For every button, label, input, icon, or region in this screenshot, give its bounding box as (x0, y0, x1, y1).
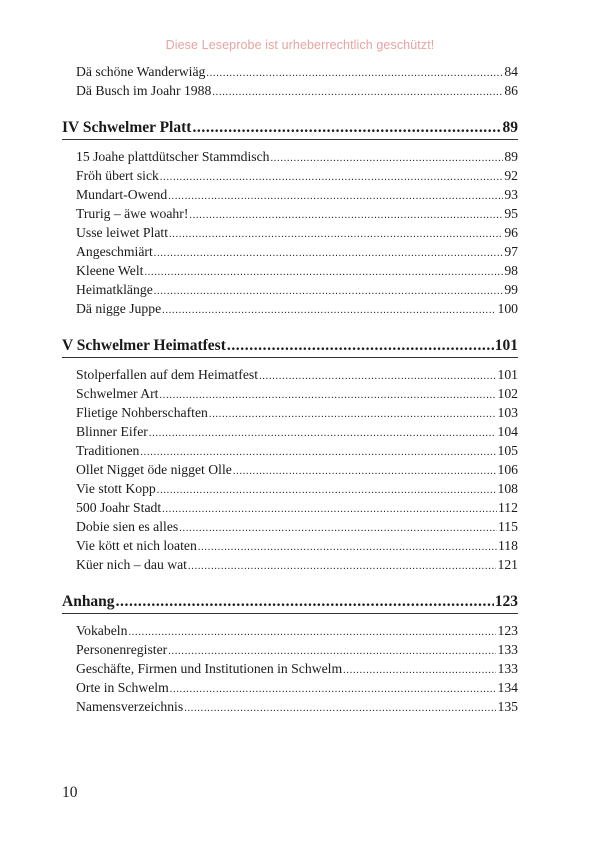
toc-entry-title: Dä Busch im Joahr 1988 (76, 83, 212, 98)
toc-entry (76, 280, 518, 299)
toc-entry-title: Kleene Welt (76, 263, 144, 278)
toc-entry (76, 621, 518, 640)
copyright-watermark: Diese Leseprobe ist urheberrechtlich geschützt! (165, 38, 435, 52)
dot-leader (169, 225, 503, 244)
toc-entry-page: 101 (497, 367, 518, 382)
toc-entry-page: 104 (497, 424, 518, 439)
dot-leader (154, 244, 504, 263)
toc-entry (76, 422, 518, 441)
toc-entry-page: 84 (504, 64, 518, 79)
toc-entry-page: 115 (497, 519, 518, 534)
dot-leader (154, 282, 504, 301)
toc-entry-title: Flietige Nohberschaften (76, 405, 208, 420)
toc-entry-page: 112 (497, 500, 518, 515)
toc-entry-title: Dä nigge Juppe (76, 301, 162, 316)
toc-entry-title: Schwelmer Art (76, 386, 159, 401)
dot-leader (162, 500, 497, 519)
toc-entry (76, 536, 518, 555)
toc-entry-title: Vie kött et nich loaten (76, 538, 197, 553)
toc-entry-page: 102 (497, 386, 518, 401)
toc-entry (76, 697, 518, 716)
page-number: 10 (62, 784, 78, 801)
dot-leader (144, 263, 503, 282)
dot-leader (233, 462, 497, 481)
toc-entry-title: Geschäfte, Firmen und Institutionen in Schwelm (76, 661, 343, 676)
dot-leader (206, 64, 503, 83)
toc-entry-title: Namensverzeichnis (76, 699, 184, 714)
toc-entry-page: 97 (504, 244, 518, 259)
toc-entry-page: 93 (504, 187, 518, 202)
toc-section-heading (62, 591, 518, 614)
dot-leader (179, 519, 497, 538)
dot-leader (160, 386, 497, 405)
dot-leader (184, 699, 496, 718)
dot-leader (149, 424, 497, 443)
toc-entry-title: Mundart-Owend (76, 187, 168, 202)
dot-leader (343, 661, 496, 680)
toc-entry (76, 640, 518, 659)
toc-section-heading-title: Anhang (62, 593, 115, 610)
toc-entry-page: 121 (497, 557, 518, 572)
toc-section-heading-page: 123 (494, 593, 518, 610)
toc-entry-title: Heimatklänge (76, 282, 153, 297)
toc-entry-page: 100 (497, 301, 518, 316)
toc-entry-title: Ollet Nigget öde nigget Olle (76, 462, 232, 477)
toc-entry (76, 204, 518, 223)
toc-entry-title: Vokabeln (76, 623, 128, 638)
toc-entry (76, 166, 518, 185)
toc-entry-page: 134 (497, 680, 518, 695)
toc-entry-title: Traditionen (76, 443, 140, 458)
toc-section-heading-title: IV Schwelmer Platt (62, 119, 192, 136)
toc-entry (76, 441, 518, 460)
toc-section-heading-title: V Schwelmer Heimatfest (62, 337, 226, 354)
toc-entry (76, 384, 518, 403)
toc-entry (76, 403, 518, 422)
toc-entry (76, 62, 518, 81)
toc-entry-page: 92 (504, 168, 518, 183)
toc-entry-page: 96 (504, 225, 518, 240)
table-of-contents (62, 62, 518, 716)
dot-leader (168, 187, 503, 206)
toc-entry (76, 242, 518, 261)
toc-entry-title: Fröh übert sick (76, 168, 159, 183)
toc-entry-title: Blinner Eifer (76, 424, 148, 439)
toc-entry-page: 86 (504, 83, 518, 98)
dot-leader (198, 538, 497, 557)
toc-entry-title: Dobie sien es alles (76, 519, 179, 534)
toc-entry (76, 185, 518, 204)
toc-entry-page: 106 (497, 462, 518, 477)
toc-entry (76, 498, 518, 517)
toc-entry-page: 95 (504, 206, 518, 221)
toc-entry-page: 99 (504, 282, 518, 297)
toc-entry-title: Usse leiwet Platt (76, 225, 168, 240)
toc-entry-page: 133 (497, 642, 518, 657)
toc-section-heading-page: 89 (502, 119, 518, 136)
dot-leader (162, 301, 496, 320)
toc-entry-page: 89 (504, 149, 518, 164)
toc-entry (76, 299, 518, 318)
toc-entry-title: Orte in Schwelm (76, 680, 169, 695)
toc-entry-page: 133 (497, 661, 518, 676)
toc-entry (76, 147, 518, 166)
toc-entry (76, 261, 518, 280)
dot-leader (160, 168, 503, 187)
toc-entry-title: Dä schöne Wanderwiäg (76, 64, 206, 79)
toc-entry-page: 135 (497, 699, 518, 714)
dot-leader (212, 83, 503, 102)
toc-entry-title: Stolperfallen auf dem Heimatfest (76, 367, 259, 382)
toc-entry-title: Personenregister (76, 642, 168, 657)
toc-entry-title: Küer nich – dau wat (76, 557, 187, 572)
dot-leader (128, 623, 496, 642)
dot-leader (116, 591, 494, 613)
dot-leader (170, 680, 497, 699)
toc-entry-page: 108 (497, 481, 518, 496)
dot-leader (189, 206, 503, 225)
toc-entry (76, 678, 518, 697)
dot-leader (271, 149, 504, 168)
toc-entry-page: 105 (497, 443, 518, 458)
toc-entry-page: 118 (497, 538, 518, 553)
toc-section-heading (62, 117, 518, 140)
toc-entry (76, 223, 518, 242)
toc-entry (76, 479, 518, 498)
dot-leader (259, 367, 496, 386)
toc-entry-page: 103 (497, 405, 518, 420)
toc-entry (76, 517, 518, 536)
dot-leader (192, 117, 501, 139)
toc-entry-title: 500 Joahr Stadt (76, 500, 162, 515)
toc-entry-title: 15 Joahe plattdütscher Stammdisch (76, 149, 270, 164)
toc-entry-title: Trurig – äwe woahr! (76, 206, 189, 221)
toc-entry (76, 81, 518, 100)
dot-leader (157, 481, 497, 500)
dot-leader (227, 335, 494, 357)
toc-entry-title: Vie stott Kopp (76, 481, 156, 496)
toc-entry-page: 98 (504, 263, 518, 278)
toc-entry (76, 460, 518, 479)
toc-section-heading-page: 101 (494, 337, 518, 354)
toc-entry-page: 123 (497, 623, 518, 638)
dot-leader (188, 557, 496, 576)
toc-section-heading (62, 335, 518, 358)
toc-entry (76, 659, 518, 678)
toc-entry-title: Angeschmiärt (76, 244, 153, 259)
dot-leader (209, 405, 497, 424)
toc-entry (76, 555, 518, 574)
toc-entry (76, 365, 518, 384)
